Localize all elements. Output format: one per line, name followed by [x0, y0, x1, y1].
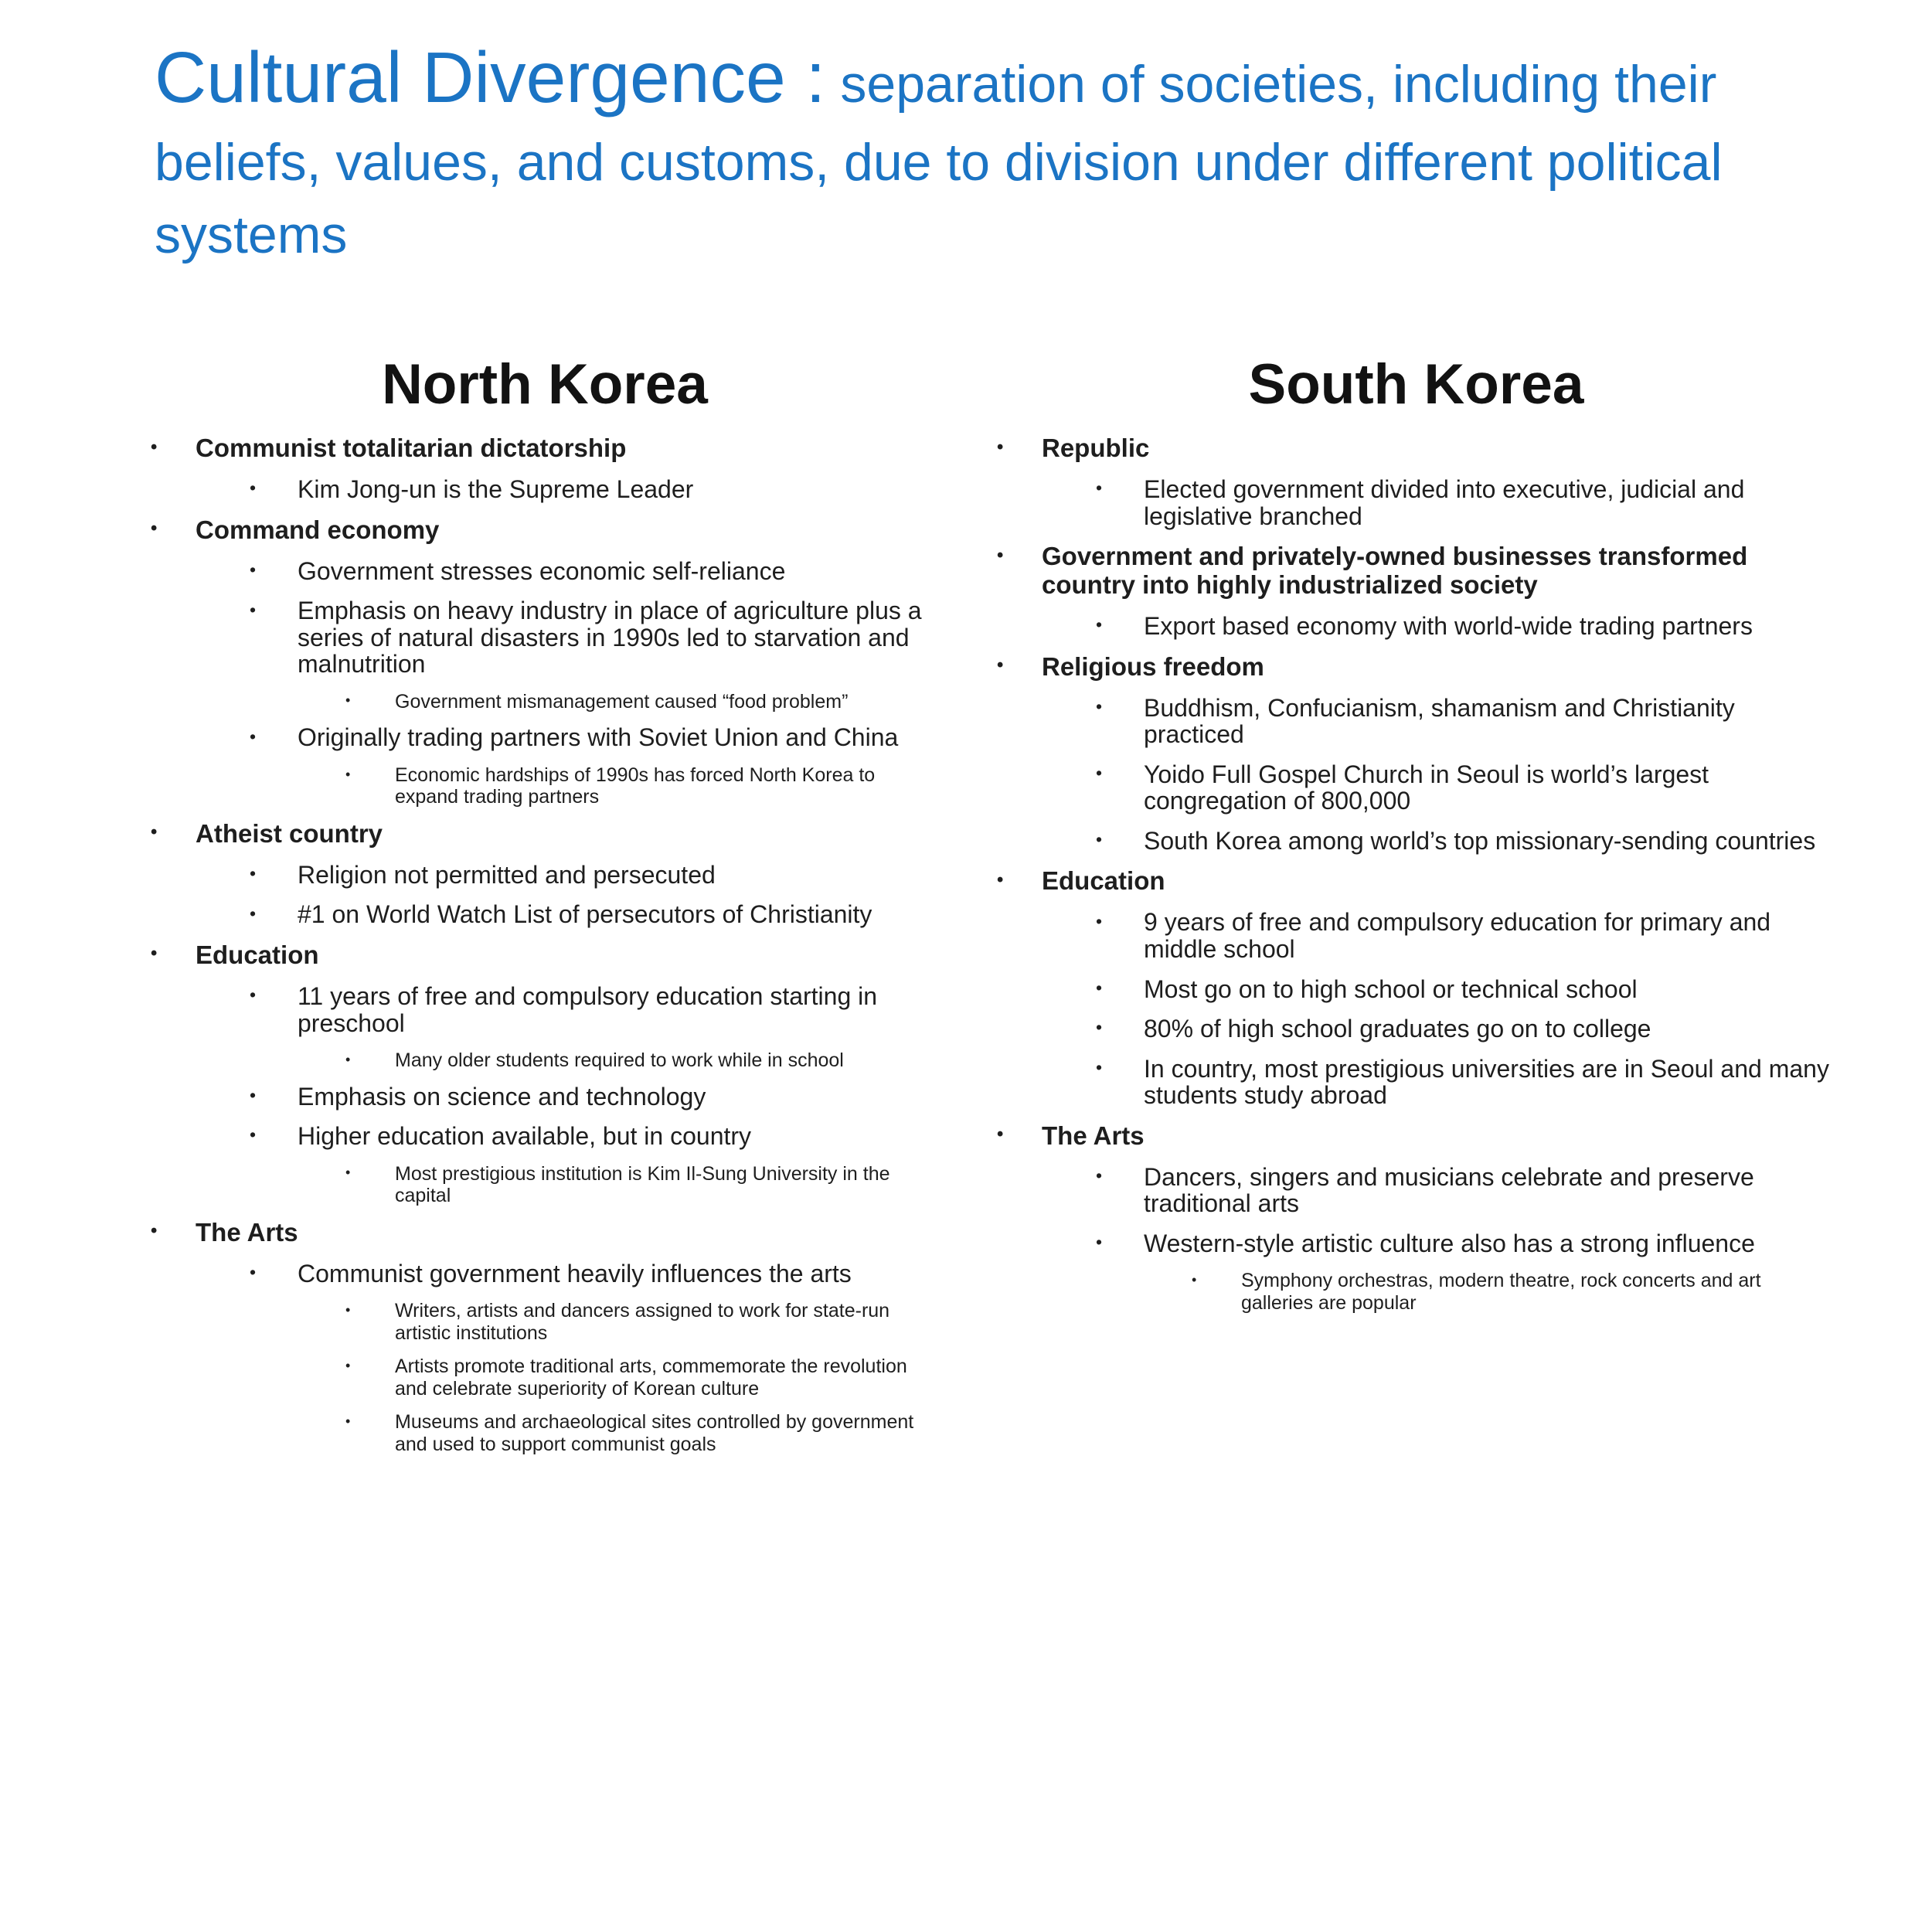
- list-item-text: Export based economy with world-wide trading partners: [1144, 612, 1753, 641]
- bullet-icon: •: [997, 436, 1004, 457]
- list-item: [997, 1122, 1835, 1151]
- list-item-text: Many older students required to work while in school: [395, 1049, 844, 1072]
- list-item: [250, 983, 939, 1036]
- bullet-icon: •: [345, 766, 351, 782]
- column-heading-north-korea: North Korea: [382, 353, 708, 416]
- list-item: [345, 1300, 939, 1344]
- bullet-icon: •: [997, 869, 1004, 890]
- list-item-text: Higher education available, but in country: [298, 1122, 752, 1151]
- list-item: [345, 1355, 939, 1400]
- list-item-text: Emphasis on science and technology: [298, 1082, 706, 1111]
- bullet-icon: •: [250, 985, 257, 1005]
- list-item: [151, 434, 939, 463]
- bullet-icon: •: [250, 1084, 257, 1105]
- bullet-icon: •: [1096, 614, 1103, 635]
- column-north-korea: [151, 354, 939, 1467]
- list-item-text: Communist totalitarian dictatorship: [196, 434, 627, 463]
- bullet-icon: •: [345, 1357, 351, 1373]
- list-item-text: Dancers, singers and musicians celebrate and preserve traditional arts: [1144, 1162, 1754, 1218]
- list-item-text: Education: [196, 940, 319, 970]
- list-item-text: Elected government divided into executive, judicial and legislative branched: [1144, 475, 1745, 530]
- list-item: [250, 558, 939, 585]
- list-item-text: 9 years of free and compulsory education for primary and middle school: [1144, 908, 1771, 963]
- list-item-text: The Arts: [196, 1217, 298, 1247]
- list-item-text: Yoido Full Gospel Church in Seoul is world’s largest congregation of 800,000: [1144, 760, 1709, 815]
- bullet-icon: •: [1192, 1271, 1197, 1287]
- bullet-icon: •: [1096, 478, 1103, 498]
- list-item: [1096, 1015, 1835, 1043]
- bullet-icon: •: [1096, 977, 1103, 998]
- title-term: Cultural Divergence :: [155, 37, 826, 117]
- bullet-icon: •: [250, 599, 257, 620]
- bullet-icon: •: [1096, 1056, 1103, 1077]
- bullet-icon: •: [345, 1165, 351, 1181]
- list-item-text: Kim Jong-un is the Supreme Leader: [298, 475, 694, 504]
- list-item: [250, 597, 939, 678]
- list-item-text: The Arts: [1042, 1121, 1145, 1150]
- list-item: [250, 476, 939, 503]
- bullet-icon: •: [997, 544, 1004, 566]
- title-definition: separation of societies, including their beliefs, values, and customs, due to division under different political systems: [155, 55, 1723, 265]
- bullet-icon: •: [151, 821, 158, 843]
- bullet-icon: •: [345, 1413, 351, 1429]
- list-item: [997, 434, 1835, 463]
- list-item-text: Communist government heavily influences the arts: [298, 1259, 852, 1287]
- list-item: [1096, 976, 1835, 1003]
- bullet-icon: •: [151, 1219, 158, 1241]
- south-korea-list: [997, 434, 1835, 1314]
- bullet-icon: •: [1096, 696, 1103, 716]
- list-item: [1096, 761, 1835, 815]
- bullet-icon: •: [250, 863, 257, 884]
- list-item: [345, 1049, 939, 1072]
- bullet-icon: •: [1096, 1231, 1103, 1252]
- list-item: [151, 516, 939, 545]
- list-item: [151, 941, 939, 970]
- column-south-korea: [997, 354, 1835, 1467]
- bullet-icon: •: [997, 1124, 1004, 1145]
- bullet-icon: •: [151, 943, 158, 964]
- list-item-text: Government and privately-owned businesses transformed country into highly industrialized society: [1042, 542, 1748, 600]
- list-item: [1096, 909, 1835, 962]
- list-item-text: Artists promote traditional arts, commemorate the revolution and celebrate superiority of Korean culture: [395, 1355, 907, 1400]
- list-item-text: Western-style artistic culture also has a strong influence: [1144, 1229, 1755, 1257]
- list-item-text: Museums and archaeological sites controlled by government and used to support communist goals: [395, 1411, 914, 1455]
- list-item: [1096, 1230, 1835, 1257]
- list-item: [1096, 1164, 1835, 1217]
- list-item: [250, 1260, 939, 1287]
- list-item: [997, 543, 1835, 600]
- list-item-text: Writers, artists and dancers assigned to work for state-run artistic institutions: [395, 1300, 890, 1344]
- list-item: [250, 724, 939, 751]
- list-item-text: Command economy: [196, 515, 440, 544]
- list-item-text: Religious freedom: [1042, 651, 1264, 681]
- list-item-text: Buddhism, Confucianism, shamanism and Christianity practiced: [1144, 693, 1735, 749]
- bullet-icon: •: [250, 726, 257, 747]
- list-item: [250, 1123, 939, 1150]
- bullet-icon: •: [1096, 910, 1103, 931]
- bullet-icon: •: [250, 903, 257, 923]
- bullet-icon: •: [250, 559, 257, 580]
- list-item: [345, 691, 939, 713]
- north-korea-list: [151, 434, 939, 1455]
- list-item: [250, 1083, 939, 1111]
- bullet-icon: •: [1096, 829, 1103, 850]
- bullet-icon: •: [345, 1301, 351, 1318]
- list-item: [1096, 695, 1835, 748]
- bullet-icon: •: [1096, 1165, 1103, 1185]
- list-item-text: Originally trading partners with Soviet Union and China: [298, 723, 899, 752]
- list-item: [151, 1219, 939, 1247]
- list-item-text: 11 years of free and compulsory education starting in preschool: [298, 981, 878, 1037]
- list-item: [345, 1411, 939, 1455]
- list-item-text: Republic: [1042, 434, 1150, 463]
- bullet-icon: •: [997, 655, 1004, 676]
- comparison-columns: [151, 354, 1835, 1467]
- list-item-text: Emphasis on heavy industry in place of agriculture plus a series of natural disasters in 1990s led to starvation and malnutrition: [298, 597, 922, 679]
- list-item-text: Government mismanagement caused “food problem”: [395, 690, 849, 713]
- list-item-text: Religion not permitted and persecuted: [298, 860, 716, 889]
- list-item: [997, 867, 1835, 896]
- bullet-icon: •: [151, 518, 158, 539]
- list-item-text: Most go on to high school or technical school: [1144, 975, 1638, 1003]
- list-item: [250, 862, 939, 889]
- bullet-icon: •: [151, 436, 158, 457]
- bullet-icon: •: [1096, 763, 1103, 784]
- slide-title: [155, 28, 1847, 272]
- list-item-text: Symphony orchestras, modern theatre, rock concerts and art galleries are popular: [1241, 1270, 1761, 1314]
- list-item-text: South Korea among world’s top missionary-sending countries: [1144, 826, 1816, 855]
- list-item: [345, 1163, 939, 1207]
- list-item: [1096, 1056, 1835, 1109]
- bullet-icon: •: [250, 1124, 257, 1145]
- bullet-icon: •: [345, 692, 351, 709]
- list-item-text: In country, most prestigious universities are in Seoul and many students study abroad: [1144, 1054, 1829, 1110]
- list-item: [1096, 476, 1835, 529]
- list-item: [1096, 828, 1835, 855]
- list-item-text: Atheist country: [196, 818, 383, 848]
- bullet-icon: •: [345, 1051, 351, 1067]
- bullet-icon: •: [250, 478, 257, 498]
- list-item-text: 80% of high school graduates go on to college: [1144, 1015, 1651, 1043]
- list-item-text: Education: [1042, 866, 1165, 896]
- list-item: [1096, 613, 1835, 640]
- list-item: [345, 764, 939, 808]
- column-heading-south-korea: South Korea: [1248, 353, 1584, 416]
- list-item-text: Most prestigious institution is Kim Il-Sung University in the capital: [395, 1162, 890, 1207]
- list-item-text: Government stresses economic self-reliance: [298, 556, 786, 585]
- list-item: [997, 653, 1835, 682]
- list-item: [250, 901, 939, 928]
- bullet-icon: •: [250, 1261, 257, 1282]
- list-item-text: #1 on World Watch List of persecutors of Christianity: [298, 900, 872, 929]
- bullet-icon: •: [1096, 1017, 1103, 1038]
- list-item: [1192, 1270, 1835, 1314]
- list-item: [151, 820, 939, 849]
- list-item-text: Economic hardships of 1990s has forced North Korea to expand trading partners: [395, 764, 876, 808]
